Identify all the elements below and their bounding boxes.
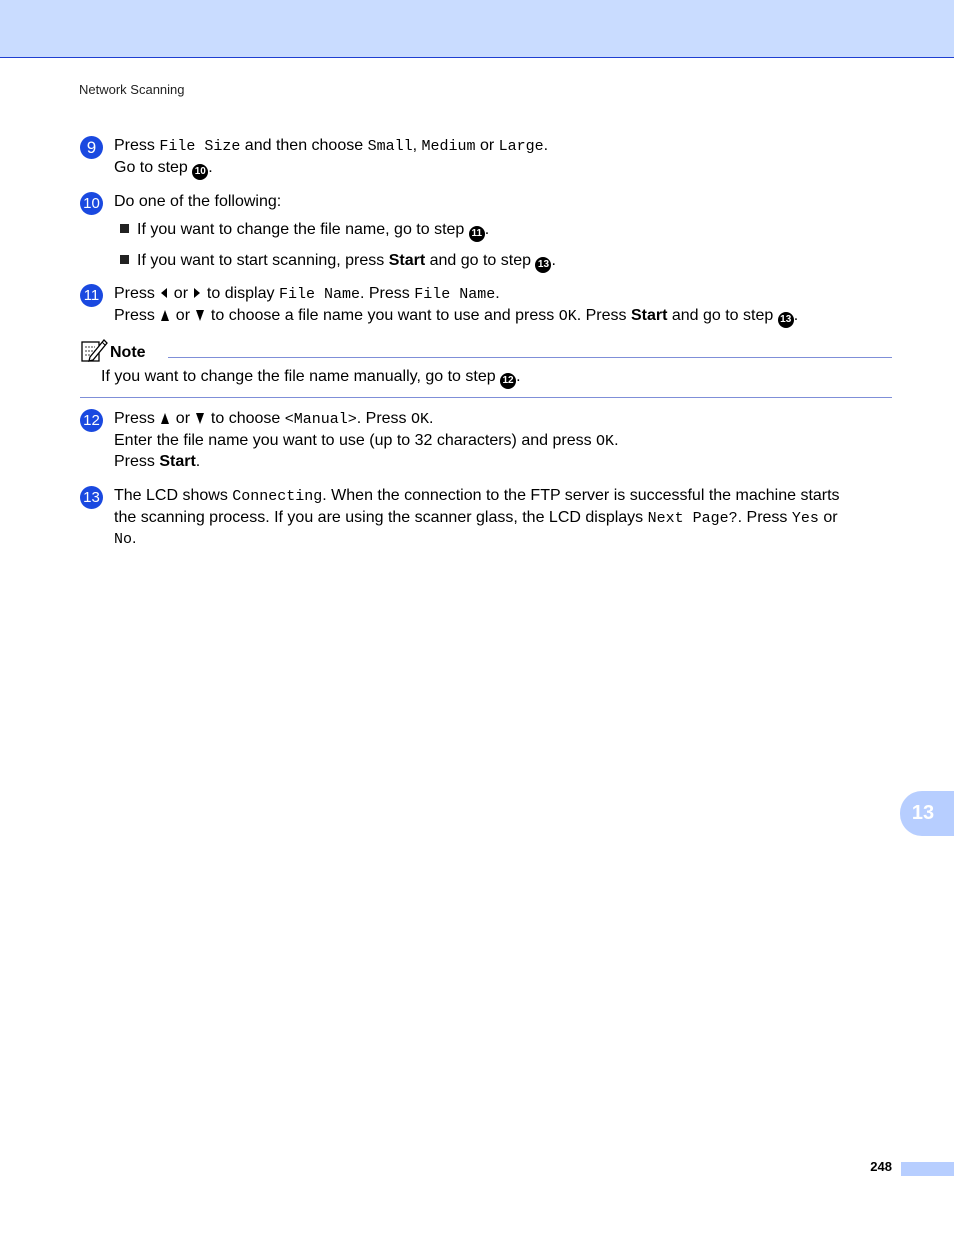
text: and then choose (240, 137, 368, 154)
text: . (495, 285, 500, 302)
step-body (114, 284, 892, 328)
step-line (114, 306, 892, 328)
text: . Press (576, 306, 631, 324)
text: . (551, 251, 556, 269)
text: Enter the file name you want to use (up to 32 characters) and press (114, 431, 597, 449)
left-arrow-icon (161, 288, 167, 298)
text: If you want to start scanning, press (137, 251, 389, 269)
text: . (208, 158, 213, 176)
down-arrow-icon (196, 310, 204, 321)
step-reference[interactable]: 11 (469, 226, 485, 242)
step-number-badge: 9 (80, 136, 103, 159)
text: . (195, 453, 201, 470)
text: to choose a file name you want to use and press (206, 306, 559, 324)
text: and go to step (425, 251, 536, 269)
button-name: Start (159, 453, 196, 470)
step-number-badge: 10 (80, 192, 103, 215)
bullet-item (120, 220, 892, 242)
step-body (114, 486, 892, 551)
text: the scanning process. If you are using the scanner glass, the LCD displays (114, 508, 648, 526)
lcd-text: File Size (159, 138, 241, 155)
text: . When the connection to the FTP server is successful the machine starts (322, 487, 840, 504)
lcd-text: Small (367, 138, 413, 155)
lcd-text: Large (498, 138, 544, 155)
pencil-note-icon (80, 337, 108, 363)
bullet-item (120, 251, 892, 273)
text: or (169, 285, 193, 302)
step-line: Do one of the following: (114, 193, 282, 210)
text: to choose (206, 410, 285, 427)
lcd-text: <Manual> (284, 411, 357, 428)
step-body (114, 192, 892, 273)
step-body (114, 409, 892, 473)
note-text (101, 368, 521, 389)
lcd-text: Next Page? (647, 509, 738, 527)
lcd-text: File Name (414, 286, 496, 303)
step-line (114, 409, 892, 431)
text: . (516, 368, 521, 385)
step-body (114, 136, 892, 180)
page-number-bar (901, 1162, 954, 1176)
text: to display (202, 285, 279, 302)
lcd-text: OK (558, 307, 577, 325)
text: or (475, 137, 499, 154)
step-number-badge: 13 (80, 486, 103, 509)
lcd-text: OK (596, 432, 615, 450)
text: . (614, 431, 619, 449)
step-line (114, 284, 892, 306)
lcd-text: OK (411, 411, 430, 428)
chapter-tab[interactable]: 13 (900, 791, 954, 836)
lcd-text: Yes (791, 509, 819, 527)
step-9 (80, 136, 892, 180)
text: Press (114, 453, 160, 470)
step-reference[interactable]: 10 (192, 164, 208, 180)
text: The LCD shows (114, 487, 233, 504)
square-bullet-icon (120, 255, 129, 264)
text: or (818, 508, 838, 526)
square-bullet-icon (120, 224, 129, 233)
text: and go to step (667, 306, 778, 324)
note-box (80, 337, 892, 398)
lcd-text: No (114, 531, 133, 548)
note-title: Note (110, 344, 146, 361)
step-line (114, 508, 892, 530)
step-line (114, 486, 892, 508)
step-line (114, 136, 892, 158)
step-13 (80, 486, 892, 551)
button-name: Start (388, 251, 426, 269)
step-line (114, 452, 892, 473)
page-number: 248 (870, 1159, 892, 1174)
text: Press (114, 306, 160, 324)
text: . (543, 137, 549, 154)
text: , (412, 137, 422, 154)
text: . (484, 220, 490, 238)
text: . Press (359, 285, 415, 302)
step-11 (80, 284, 892, 328)
up-arrow-icon (161, 413, 169, 424)
top-header-band (0, 0, 954, 58)
step-number-badge: 12 (80, 409, 103, 432)
lcd-text: Medium (421, 138, 476, 155)
bullet-list (120, 220, 892, 273)
step-reference[interactable]: 13 (778, 312, 794, 328)
step-line (114, 431, 892, 453)
lcd-text: File Name (278, 286, 360, 303)
note-divider (168, 357, 892, 358)
text: If you want to change the file name manually, go to step (101, 368, 501, 385)
text: Press (114, 285, 160, 302)
step-line (114, 529, 892, 551)
text: . (793, 306, 799, 324)
step-line (114, 158, 892, 180)
button-name: Start (630, 306, 668, 324)
step-reference[interactable]: 12 (500, 373, 516, 389)
up-arrow-icon (161, 310, 169, 321)
text: Go to step (114, 158, 193, 176)
text: Press (114, 410, 160, 427)
text: or (171, 306, 195, 324)
text: . (429, 410, 434, 427)
right-arrow-icon (194, 288, 200, 298)
step-12 (80, 409, 892, 473)
text: . (132, 530, 137, 547)
step-number-badge: 11 (80, 284, 103, 307)
down-arrow-icon (196, 413, 204, 424)
text: If you want to change the file name, go to step (137, 220, 469, 238)
section-header: Network Scanning (79, 82, 185, 97)
step-reference[interactable]: 13 (535, 257, 551, 273)
text: . Press (356, 410, 411, 427)
text: Press (114, 137, 160, 154)
lcd-text: Connecting (232, 488, 323, 505)
text: or (171, 410, 195, 427)
text: . Press (737, 508, 792, 526)
step-10 (80, 192, 892, 282)
